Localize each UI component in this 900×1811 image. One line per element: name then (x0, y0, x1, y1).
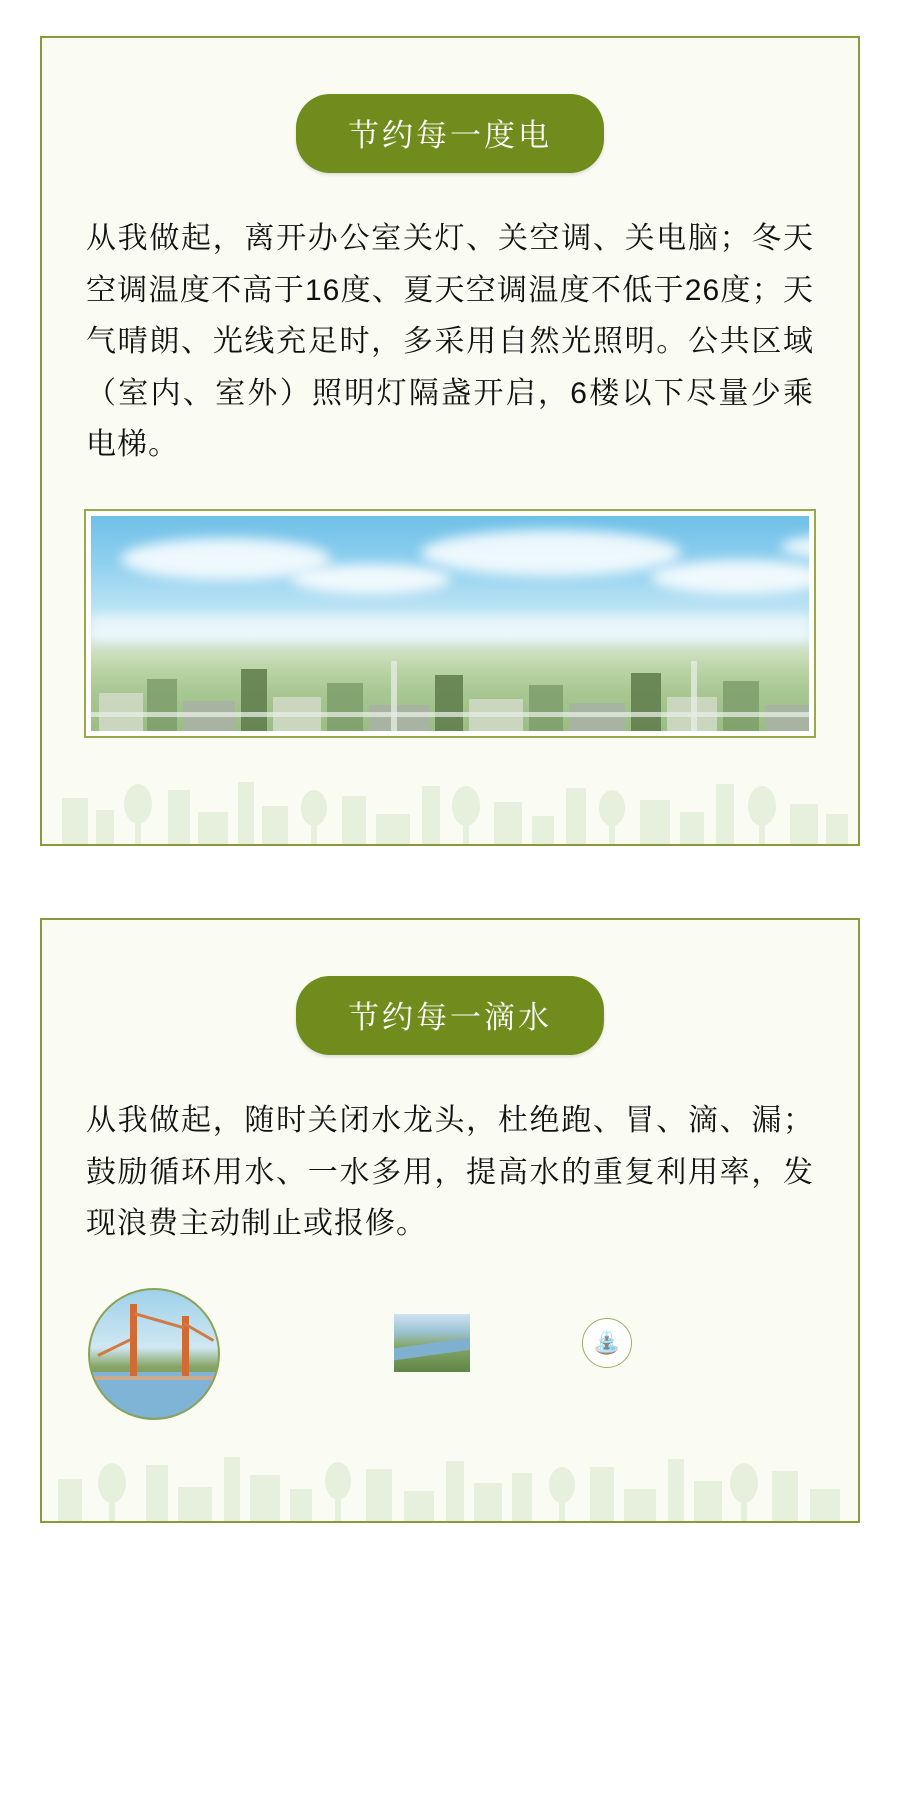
section-body-save-water: 从我做起，随时关闭水龙头，杜绝跑、冒、滴、漏；鼓励循环用水、一水多用，提高水的重复利用率，发现浪费主动制止或报修。 (86, 1104, 814, 1241)
aerial-cityscape-photo (91, 516, 809, 731)
water-saving-badge-icon (582, 1318, 632, 1368)
cloud-icon (421, 530, 681, 576)
cloud-icon (781, 534, 809, 560)
decorative-skyline-strip (42, 752, 858, 844)
section-title-save-electricity: 节约每一度电 (296, 94, 604, 173)
title-row (42, 38, 858, 173)
badge-glyph: ⛲ (593, 1329, 621, 1355)
cloud-icon (291, 564, 451, 594)
section-card-save-water (40, 918, 860, 1523)
title-row (42, 920, 858, 1055)
thumbnail-row (42, 1278, 858, 1448)
city-blocks (91, 628, 809, 731)
section-card-save-electricity (40, 36, 860, 846)
photo-frame-cityscape (84, 509, 816, 738)
suspension-bridge-thumb (88, 1288, 220, 1420)
river-landscape-thumb (394, 1314, 470, 1372)
cloud-icon (651, 560, 809, 594)
section-body-save-electricity: 从我做起，离开办公室关灯、关空调、关电脑；冬天空调温度不高于16度、夏天空调温度不低于26度；天气晴朗、光线充足时，多采用自然光照明。公共区域（室内、室外）照明灯隔盏开启，6楼以下尽量少乘电梯。 (86, 222, 814, 462)
section-title-save-water: 节约每一滴水 (296, 976, 604, 1055)
